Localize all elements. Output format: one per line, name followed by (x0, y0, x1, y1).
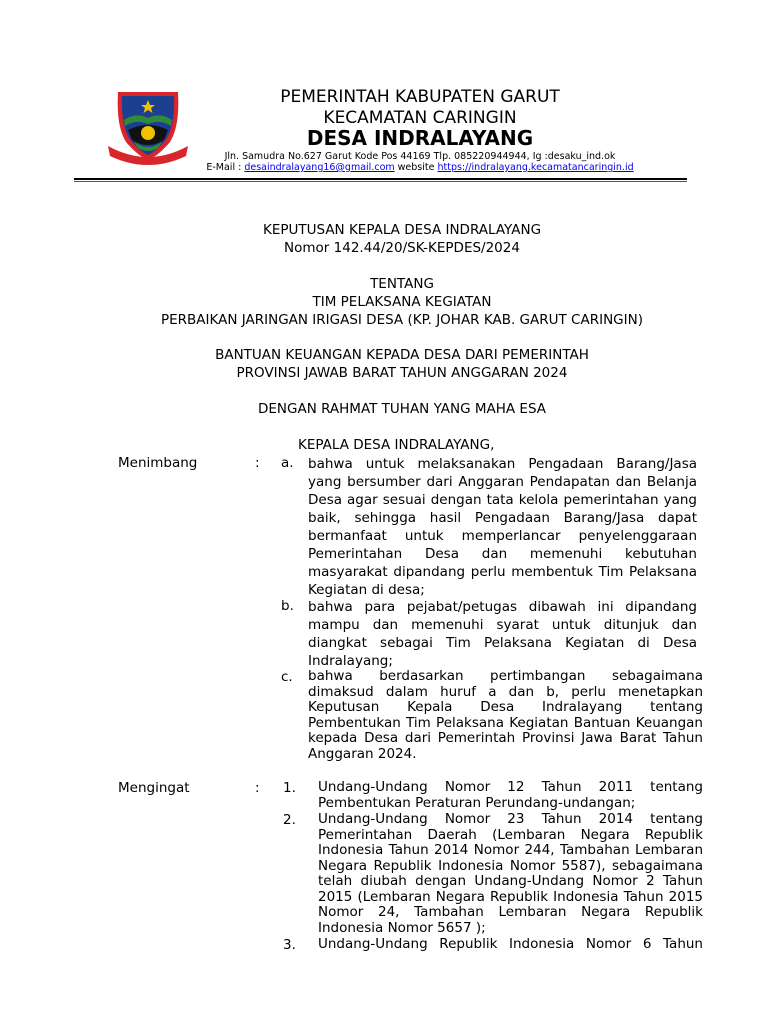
regency-emblem-logo (106, 86, 190, 170)
menimbang-mark-c: c. (281, 669, 293, 685)
letterhead-address: Jln. Samudra No.627 Garut Kode Pos 44169 Tlp. 085220944944, Ig :desaku_ind.ok (224, 151, 616, 162)
email-link[interactable]: desaindralayang16@gmail.com (244, 162, 395, 173)
mengingat-colon: : (255, 780, 260, 796)
letterhead-village: DESA INDRALAYANG (306, 126, 534, 150)
menimbang-mark-b: b. (281, 598, 294, 614)
menimbang-colon: : (255, 455, 260, 471)
mengingat-mark-2: 2. (283, 812, 296, 828)
mengingat-mark-1: 1. (283, 780, 296, 796)
blessing-line: DENGAN RAHMAT TUHAN YANG MAHA ESA (257, 401, 547, 417)
letterhead-divider-thin (74, 181, 687, 182)
menimbang-label: Menimbang (118, 455, 198, 471)
mengingat-label: Mengingat (118, 780, 190, 796)
menimbang-mark-a: a. (281, 455, 294, 471)
email-label: E-Mail : (206, 162, 245, 173)
letterhead-district: KECAMATAN CARINGIN (323, 108, 517, 128)
letterhead-contact (150, 162, 690, 173)
funding-line-1: BANTUAN KEUANGAN KEPADA DESA DARI PEMERINTAH (215, 347, 589, 363)
letterhead-divider (74, 178, 687, 180)
website-link[interactable]: https://indralayang.kecamatancaringin.id (437, 162, 634, 173)
decree-number: Nomor 142.44/20/SK-KEPDES/2024 (284, 240, 520, 256)
team-heading: TIM PELAKSANA KEGIATAN (312, 294, 492, 310)
emblem-shield-icon (118, 92, 179, 160)
village-head-line: KEPALA DESA INDRALAYANG, (298, 437, 495, 453)
funding-line-2: PROVINSI JAWAB BARAT TAHUN ANGGARAN 2024 (236, 365, 568, 381)
mengingat-item-1: Undang-Undang Nomor 12 Tahun 2011 tentang Pembentukan Peraturan Perundang-undangan; (318, 779, 703, 811)
menimbang-item-c: bahwa berdasarkan pertimbangan sebagaimana dimaksud dalam huruf a dan b, perlu menetapkan Keputusan Kepala Desa Indralayang tentang Pembentukan Tim Pelaksana Kegiatan Bantuan Keuangan kepada Desa dari Pemerintah Provinsi Jawa Barat Tahun Anggaran 2024. (308, 668, 703, 762)
mengingat-item-3: Undang-Undang Republik Indonesia Nomor 6 Tahun (318, 936, 703, 952)
mengingat-item-2: Undang-Undang Nomor 23 Tahun 2014 tentang Pemerintahan Daerah (Lembaran Negara Republik Indonesia Tahun 2014 Nomor 244, Tambahan Lembaran Negara Republik Indonesia Nomor 5587), sebagaimana telah diubah dengan Undang-Undang Nomor 2 Tahun 2015 (Lembaran Negara Republik Indonesia Tahun 2015 Nomor 24, Tambahan Lembaran Negara Republik Indonesia Nomor 5657 ); (318, 811, 703, 936)
letterhead-government: PEMERINTAH KABUPATEN GARUT (280, 87, 560, 107)
menimbang-item-a: bahwa untuk melaksanakan Pengadaan Barang/Jasa yang bersumber dari Anggaran Pendapatan dan Belanja Desa agar sesuai dengan tata kelola pemerintahan yang baik, sehingga hasil Pengadaan Barang/Jasa dapat bermanfaat untuk memperlancar penyelenggaraan Pemerintahan Desa dan memenuhi kebutuhan masyarakat dipandang perlu membentuk Tim Pelaksana Kegiatan di desa; (308, 456, 697, 598)
mengingat-mark-3: 3. (283, 937, 296, 953)
decree-title: KEPUTUSAN KEPALA DESA INDRALAYANG (262, 222, 542, 238)
project-heading: PERBAIKAN JARINGAN IRIGASI DESA (KP. JOHAR KAB. GARUT CARINGIN) (161, 312, 643, 328)
website-label: website (394, 162, 438, 173)
about-heading: TENTANG (370, 276, 434, 292)
menimbang-item-b: bahwa para pejabat/petugas dibawah ini dipandang mampu dan memenuhi syarat untuk ditunjuk dan diangkat sebagai Tim Pelaksana Kegiatan di Desa Indralayang; (308, 599, 697, 669)
